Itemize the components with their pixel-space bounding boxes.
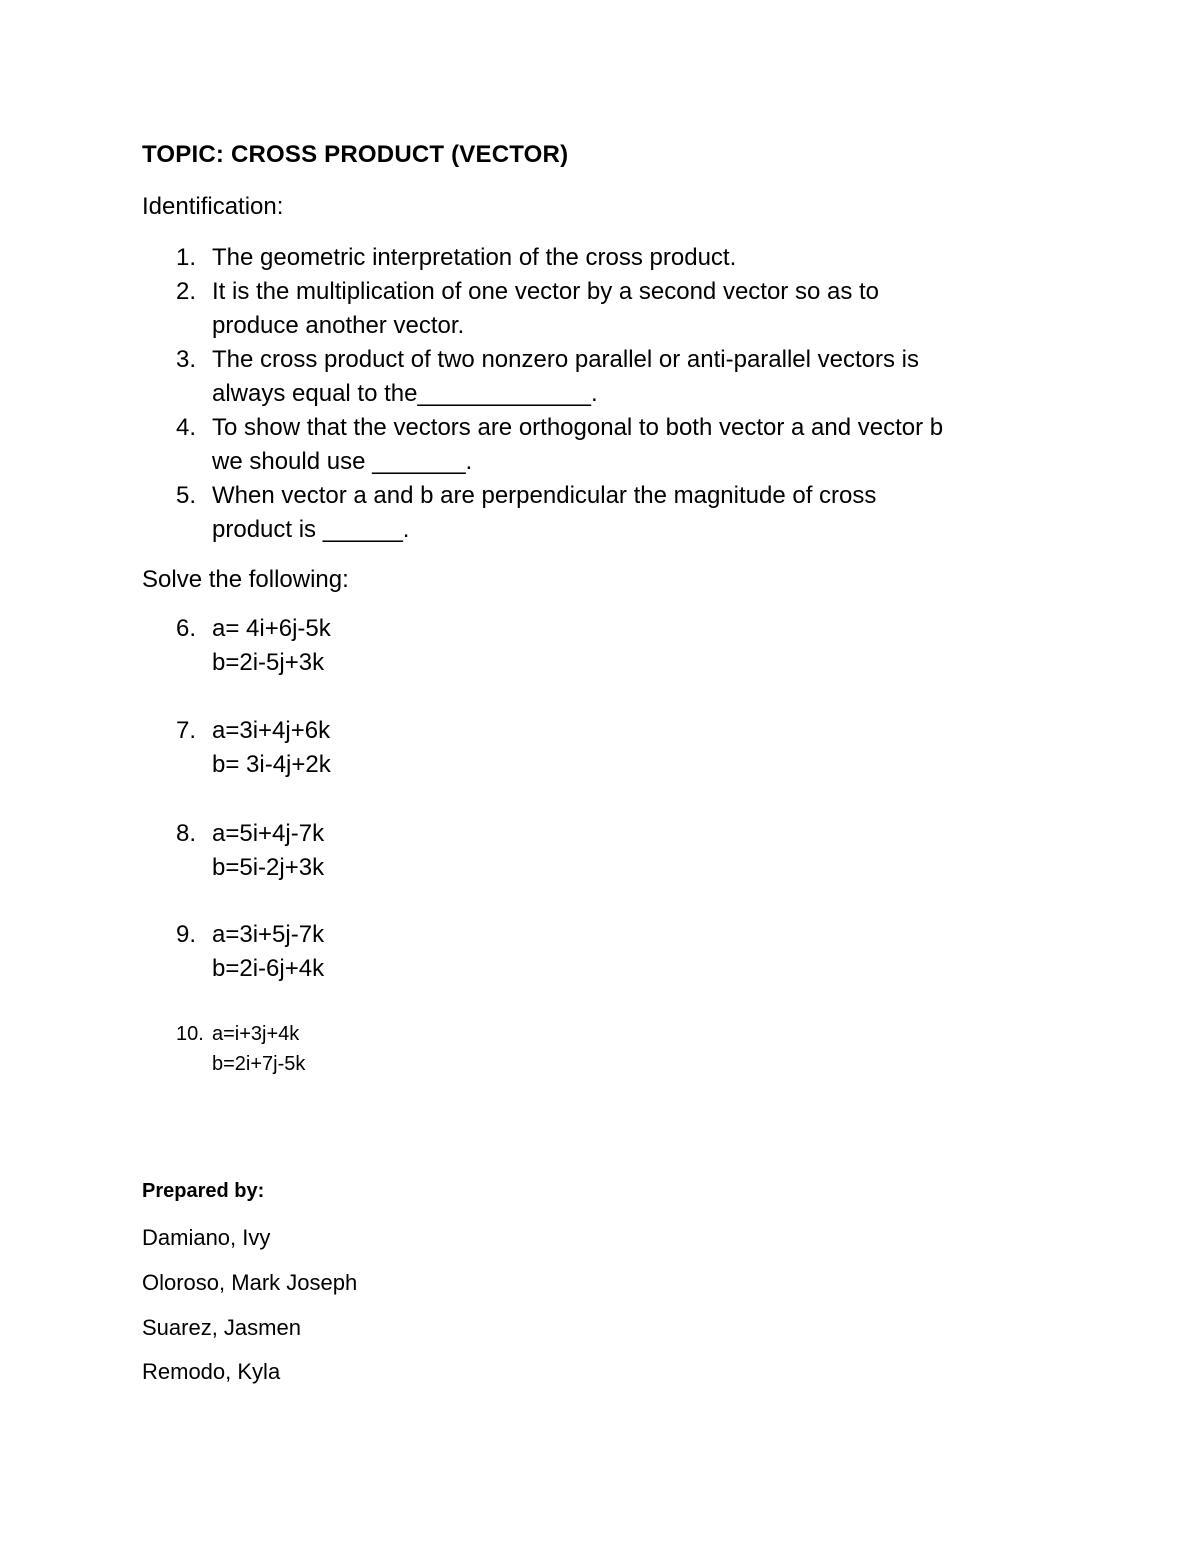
question-text: It is the multiplication of one vector by a second vector so as to (212, 278, 880, 305)
vector-a: a=3i+4j+6k (212, 717, 331, 744)
vector-b: b=2i-5j+3k (212, 649, 325, 676)
member-name: Suarez, Jasmen (142, 1315, 301, 1340)
member-name: Oloroso, Mark Joseph (142, 1270, 358, 1295)
problem-number: 7. (176, 717, 197, 744)
question-number: 5. (176, 482, 197, 509)
vector-a: a=3i+5j-7k (212, 921, 325, 948)
member-name: Remodo, Kyla (142, 1359, 281, 1384)
prepared-by-label: Prepared by: (142, 1180, 265, 1202)
question-number: 1. (176, 244, 197, 271)
vector-b: b=2i+7j-5k (212, 1053, 306, 1075)
vector-a: a= 4i+6j-5k (212, 615, 331, 642)
problem-number: 10. (176, 1023, 204, 1045)
question-number: 4. (176, 414, 197, 441)
question-text: product is ______. (212, 516, 410, 543)
question-text: The cross product of two nonzero parallel or anti-parallel vectors is (212, 346, 919, 373)
vector-b: b= 3i-4j+2k (212, 751, 331, 778)
member-name: Damiano, Ivy (142, 1225, 271, 1250)
question-text: To show that the vectors are orthogonal to both vector a and vector b (212, 414, 944, 441)
question-text: The geometric interpretation of the cross product. (212, 244, 737, 271)
problem-number: 6. (176, 615, 197, 642)
solve-label: Solve the following: (142, 566, 349, 593)
vector-a: a=5i+4j-7k (212, 820, 325, 847)
vector-b: b=2i-6j+4k (212, 955, 325, 982)
question-text: produce another vector. (212, 312, 465, 339)
question-number: 2. (176, 278, 197, 305)
page-title: TOPIC: CROSS PRODUCT (VECTOR) (142, 141, 569, 168)
problem-number: 9. (176, 921, 197, 948)
identification-label: Identification: (142, 193, 284, 220)
question-text: When vector a and b are perpendicular the magnitude of cross (212, 482, 877, 509)
question-text: always equal to the_____________. (212, 380, 598, 407)
vector-a: a=i+3j+4k (212, 1023, 300, 1045)
question-text: we should use _______. (212, 448, 473, 475)
problem-number: 8. (176, 820, 197, 847)
question-number: 3. (176, 346, 197, 373)
vector-b: b=5i-2j+3k (212, 854, 325, 881)
